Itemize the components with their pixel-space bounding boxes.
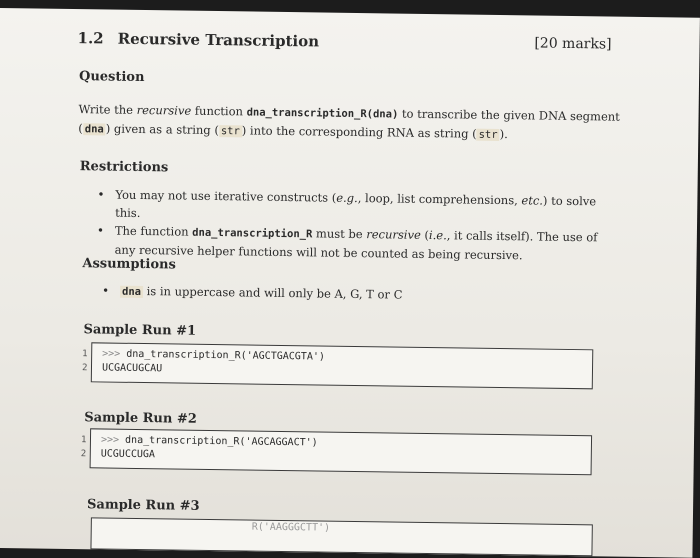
dna-variable: dna [121, 285, 142, 298]
restriction-text: ( [420, 227, 430, 243]
code-content [101, 433, 318, 464]
restriction-text: , it calls itself). The use of any recursive helper functions will not be counted as being recursive. [114, 228, 598, 263]
bullet-icon: • [97, 187, 105, 202]
question-text: ). [499, 126, 508, 142]
code-call: dna_transcription_R('AGCTGACGTA') [120, 348, 326, 363]
code-output: UCGUCCUGA [100, 448, 156, 461]
recursive-word: recursive [366, 227, 421, 242]
repl-prompt: >>> [100, 434, 120, 446]
sample-run-1-code-block [81, 342, 594, 389]
str-type: str [220, 125, 240, 138]
assumption-text: is in uppercase and will only be A, G, T or C [142, 284, 403, 302]
question-text: ( [78, 121, 83, 136]
repl-prompt: >>> [102, 348, 121, 360]
restriction-text: , loop, list comprehensions, [357, 191, 522, 208]
section-title-text: Recursive Transcription [117, 29, 320, 51]
code-call-partial: R('AAGGGCTT') [251, 521, 331, 534]
code-output: UCGACUGCAU [101, 362, 163, 375]
section-header [77, 29, 617, 59]
bullet-icon: • [96, 223, 105, 238]
restriction-text: i.e. [428, 228, 447, 243]
restriction-text: ) to solve this. [115, 193, 597, 220]
section-number: 1.2 [77, 29, 104, 48]
question-text: ) given as a string ( [105, 121, 219, 138]
line-numbers [82, 347, 88, 375]
line-number: 2 [80, 449, 87, 460]
question-text: Write the [78, 102, 137, 117]
restriction-text: etc. [521, 193, 544, 208]
bullet-icon: • [101, 283, 110, 298]
line-numbers [81, 433, 87, 461]
question-heading: Question [78, 69, 145, 86]
function-name: dna_transcription_R [192, 226, 313, 241]
restriction-text: must be [312, 226, 367, 242]
recursive-word: recursive [136, 102, 192, 118]
code-call: dna_transcription_R('AGCAGGACT') [118, 434, 318, 449]
restriction-text: e.g. [336, 190, 358, 206]
sample-run-3-heading: Sample Run #3 [86, 497, 200, 514]
restrictions-list [97, 185, 608, 265]
section-title [77, 29, 319, 50]
marks-label: [20 marks] [534, 35, 612, 53]
question-text: to transcribe the given DNA segment [398, 106, 620, 124]
sample-run-3-code-block [90, 517, 592, 556]
document-page [0, 8, 700, 558]
code-content [102, 347, 325, 378]
str-type: str [478, 128, 498, 141]
question-paragraph [78, 100, 623, 146]
assumptions-list [102, 281, 602, 307]
assumption-item [102, 281, 602, 307]
restriction-text: You may not use iterative constructs ( [115, 187, 337, 205]
question-text: ) into the corresponding RNA as string ( [241, 123, 477, 141]
line-number: 2 [81, 363, 88, 374]
line-number: 1 [80, 435, 87, 446]
restriction-text: The function [114, 223, 193, 239]
function-signature: dna_transcription_R(dna) [246, 106, 399, 121]
question-text: function [191, 103, 247, 119]
sample-run-2-code-block [80, 428, 593, 475]
dna-variable: dna [84, 123, 104, 136]
assumptions-heading: Assumptions [82, 256, 176, 273]
sample-run-2-heading: Sample Run #2 [84, 410, 197, 427]
line-number: 1 [82, 349, 88, 360]
restrictions-heading: Restrictions [79, 159, 169, 176]
sample-run-1-heading: Sample Run #1 [83, 322, 197, 339]
